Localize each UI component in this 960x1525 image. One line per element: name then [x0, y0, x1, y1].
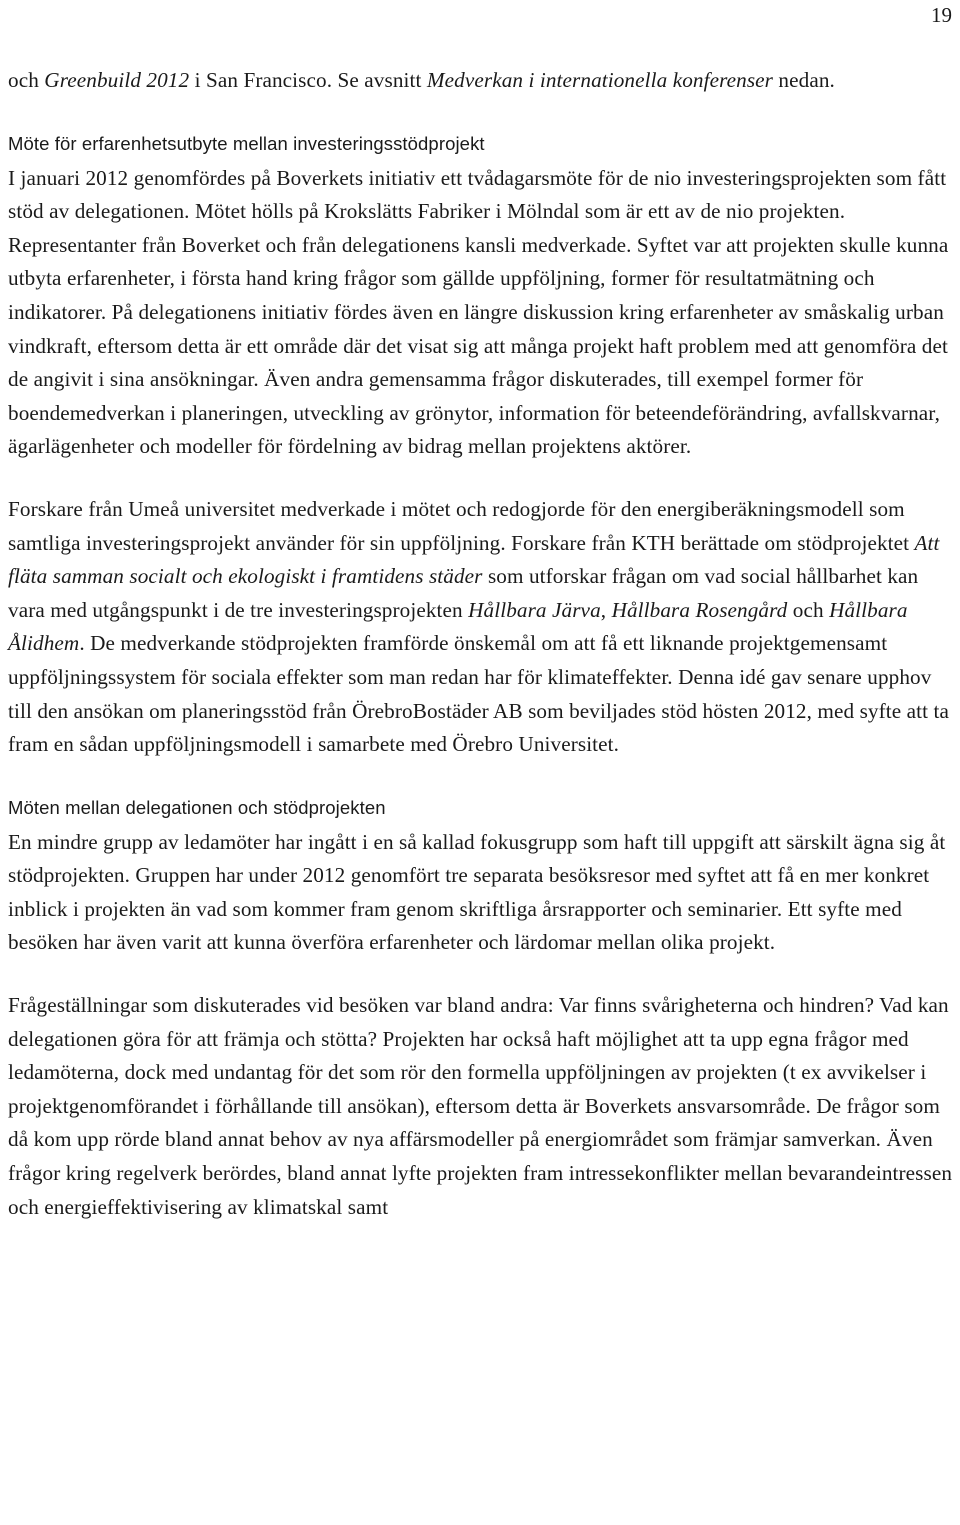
intro-paragraph — [8, 64, 956, 98]
s1p2-text-2: som utforskar frågan om vad social hållbarhet kan vara med utgångspunkt i de tre investeringsprojekten — [8, 564, 919, 622]
s1p2-text-1: Forskare från Umeå universitet medverkade i mötet och redogjorde för den energiberäkningsmodell som samtliga investeringsprojekt använder för sin uppföljning. Forskare från KTH berättade om stödprojektet — [8, 496, 915, 555]
section1-paragraph-2 — [8, 493, 956, 762]
s1p2-text-4: och — [787, 597, 830, 622]
section2-paragraph-2: Frågeställningar som diskuterades vid besöken var bland andra: Var finns svårigheterna och hindren? Vad kan delegationen göra för att främja och stötta? Projekten har också haft möjlighet att ta upp egna frågor med ledamöterna, dock med undantag för det som rör den formella uppföljningen av projekten (t ex avvikelser i projektgenomförandet i förhållande till ansökan), eftersom detta är Boverkets ansvarsområde. De frågor som då kom upp rörde bland annat behov av nya affärsmodeller på energiområdet som främjar samverkan. Även frågor kring regelverk berördes, bland annat lyfte projekten fram intressekonflikter mellan bevarandeintressen och energieffektivisering av klimatskal samt — [8, 993, 953, 1219]
section2-paragraph-1: En mindre grupp av ledamöter har ingått i en så kallad fokusgrupp som haft till uppgift att särskilt ägna sig åt stödprojekten. Gruppen har under 2012 genomfört tre separata besöksresor med syftet att få en mer konkret inblick i projekten än vad som kommer fram genom skriftliga årsrapporter och seminarier. Ett syfte med besöken har även varit att kunna överföra erfarenheter och lärdomar mellan olika projekt. — [8, 829, 946, 955]
s1p2-italic-alidhem: Hållbara Ålidhem — [8, 597, 908, 656]
intro-text-1: och — [8, 68, 45, 92]
section1-paragraph-1: I januari 2012 genomfördes på Boverkets initiativ ett tvådagarsmöte för de nio investeringsprojekten som fått stöd av delegationen. Mötet hölls på Krokslätts Fabriker i Mölndal som är ett av de nio projekten. Representanter från Boverket och från delegationens kansli medverkade. Syftet var att projekten skulle kunna utbyta erfarenheter, i första hand kring frågor som gällde uppföljning, former för resultatmätning och indikatorer. På delegationens initiativ fördes även en längre diskussion kring erfarenheter av småskalig urban vindkraft, eftersom detta är ett område där det visat sig att många projekt haft problem med att genomföra det de angivit i sina ansökningar. Även andra gemensamma frågor diskuterades, till exempel former för boendemedverkan i planeringen, utveckling av grönytor, information för beteendeförändring, avfallskvarnar, ägarlägenheter och modeller för fördelning av bidrag mellan projektens aktörer. — [8, 165, 949, 459]
s1p2-italic-jarva: Hållbara Järva — [468, 597, 601, 622]
intro-italic-conference: Greenbuild 2012 — [44, 68, 190, 92]
page-content — [8, 64, 956, 1224]
intro-italic-section-ref: Medverkan i internationella konferenser — [426, 68, 774, 92]
section-heading-erfarenhetsutbyte: Möte för erfarenhetsutbyte mellan investeringsstödprojekt — [8, 132, 485, 154]
s1p2-italic-project-title: Att fläta samman socialt och ekologiskt i framtidens städer — [8, 530, 940, 589]
intro-text-3: nedan. — [773, 68, 835, 92]
s1p2-text-3: , — [600, 597, 612, 622]
page-number: 19 — [931, 3, 952, 27]
s1p2-text-5: . De medverkande stödprojekten framförde önskemål om att få ett liknande projektgemensamt uppföljningssystem för sociala effekter som man redan har för klimateffekter. Denna idé gav senare upphov till den ansökan om planeringsstöd från ÖrebroBostäder AB som beviljades stöd hösten 2012, med syfte att ta fram en sådan uppföljningsmodell i samarbete med Örebro Universitet. — [8, 631, 950, 757]
s1p2-italic-rosengard: Hållbara Rosengård — [611, 597, 788, 622]
intro-text-2: i San Francisco. Se avsnitt — [189, 68, 427, 92]
section-heading-moten: Möten mellan delegationen och stödprojekten — [8, 796, 386, 818]
